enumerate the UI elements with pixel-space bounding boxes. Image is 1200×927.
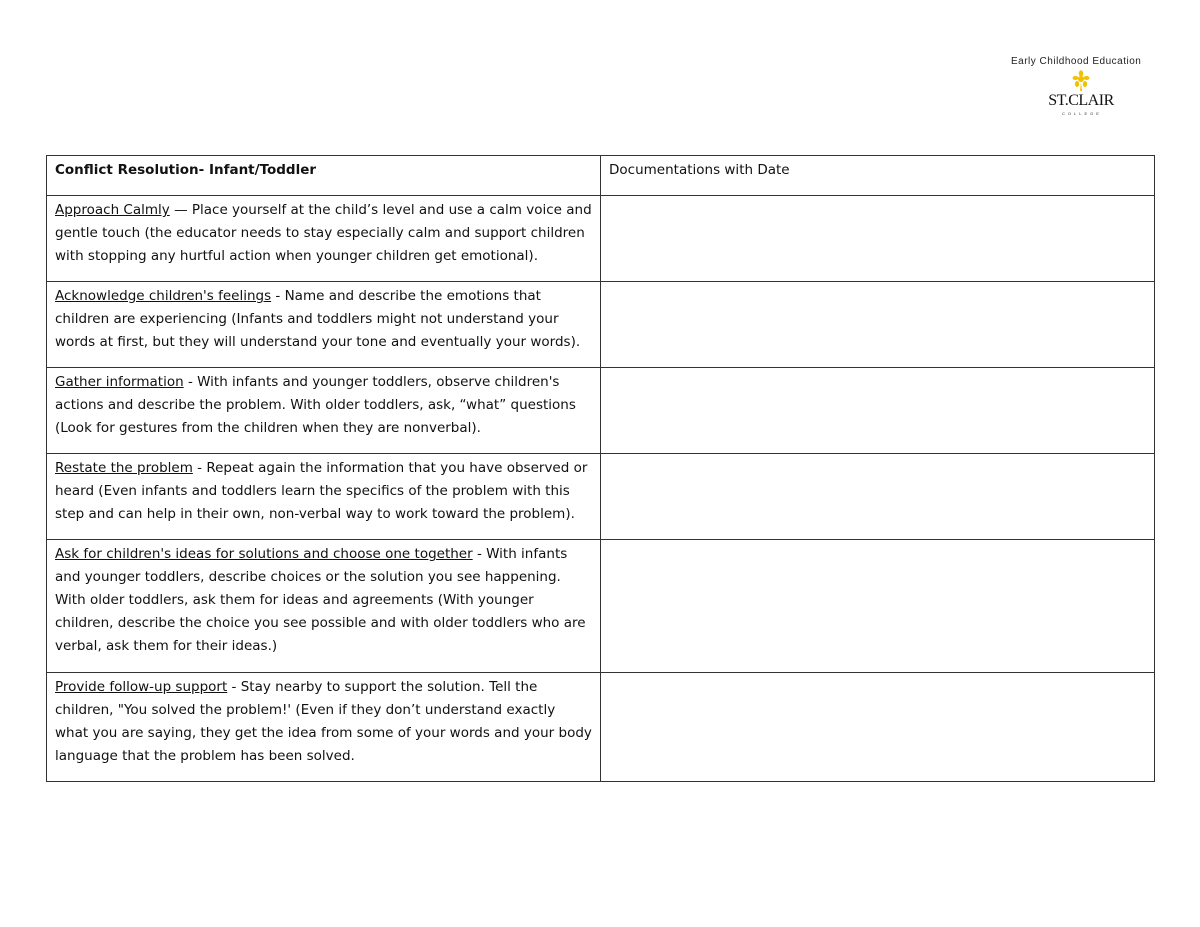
- table-title: Conflict Resolution- Infant/Toddler: [47, 156, 601, 196]
- step-cell: [47, 540, 601, 673]
- step-cell: [47, 454, 601, 540]
- conflict-resolution-table: [46, 155, 1155, 782]
- documentation-cell[interactable]: [601, 673, 1155, 782]
- step-cell: [47, 673, 601, 782]
- college-logo: [1046, 70, 1116, 118]
- documentation-cell[interactable]: [601, 368, 1155, 454]
- step-title: Provide follow-up support: [55, 679, 228, 695]
- step-description: — Place yourself at the child’s level and use a calm voice and gentle touch (the educator needs to stay especially calm and support children with stopping any hurtful action when younger children get emotional).: [55, 202, 592, 264]
- table-row: [47, 368, 1155, 454]
- header-org-name: Early Childhood Education: [1011, 56, 1142, 67]
- table-row: [47, 673, 1155, 782]
- step-description: - With infants and younger toddlers, observe children's actions and describe the problem. With older toddlers, ask, “what” questions (Look for gestures from the children when they are nonverbal).: [55, 374, 576, 436]
- step-cell: [47, 368, 601, 454]
- documentation-cell[interactable]: [601, 196, 1155, 282]
- step-cell: [47, 282, 601, 368]
- step-title: Gather information: [55, 374, 184, 390]
- step-title: Ask for children's ideas for solutions and choose one together: [55, 546, 473, 562]
- step-cell: [47, 196, 601, 282]
- step-description: - With infants and younger toddlers, describe choices or the solution you see happening. With older toddlers, ask them for ideas and agreements (With younger children, describe the choice you see possible and with older toddlers who are verbal, ask them for their ideas.): [55, 546, 586, 654]
- flower-logo-icon: [1068, 70, 1094, 92]
- table-row: [47, 454, 1155, 540]
- table-header-row: [47, 156, 1155, 196]
- logo-subtext: COLLEGE: [1062, 111, 1102, 116]
- documentation-cell[interactable]: [601, 454, 1155, 540]
- table-row: [47, 282, 1155, 368]
- step-title: Restate the problem: [55, 460, 193, 476]
- step-title: Approach Calmly: [55, 202, 170, 218]
- step-description: - Repeat again the information that you have observed or heard (Even infants and toddlers learn the specifics of the problem with this step and can help in their own, non-verbal way to work toward the problem).: [55, 460, 588, 522]
- logo-wordmark: ST.CLAIR: [1048, 92, 1114, 109]
- step-description: - Stay nearby to support the solution. Tell the children, "You solved the problem!' (Even if they don’t understand exactly what you are saying, they get the idea from some of your words and your body language that the problem has been solved.: [55, 679, 592, 764]
- step-title: Acknowledge children's feelings: [55, 288, 272, 304]
- documentation-cell[interactable]: [601, 540, 1155, 673]
- documentation-header: Documentations with Date: [601, 156, 1155, 196]
- table-row: [47, 540, 1155, 673]
- table-row: [47, 196, 1155, 282]
- documentation-cell[interactable]: [601, 282, 1155, 368]
- step-description: - Name and describe the emotions that children are experiencing (Infants and toddlers might not understand your words at first, but they will understand your tone and eventually your words).: [55, 288, 581, 350]
